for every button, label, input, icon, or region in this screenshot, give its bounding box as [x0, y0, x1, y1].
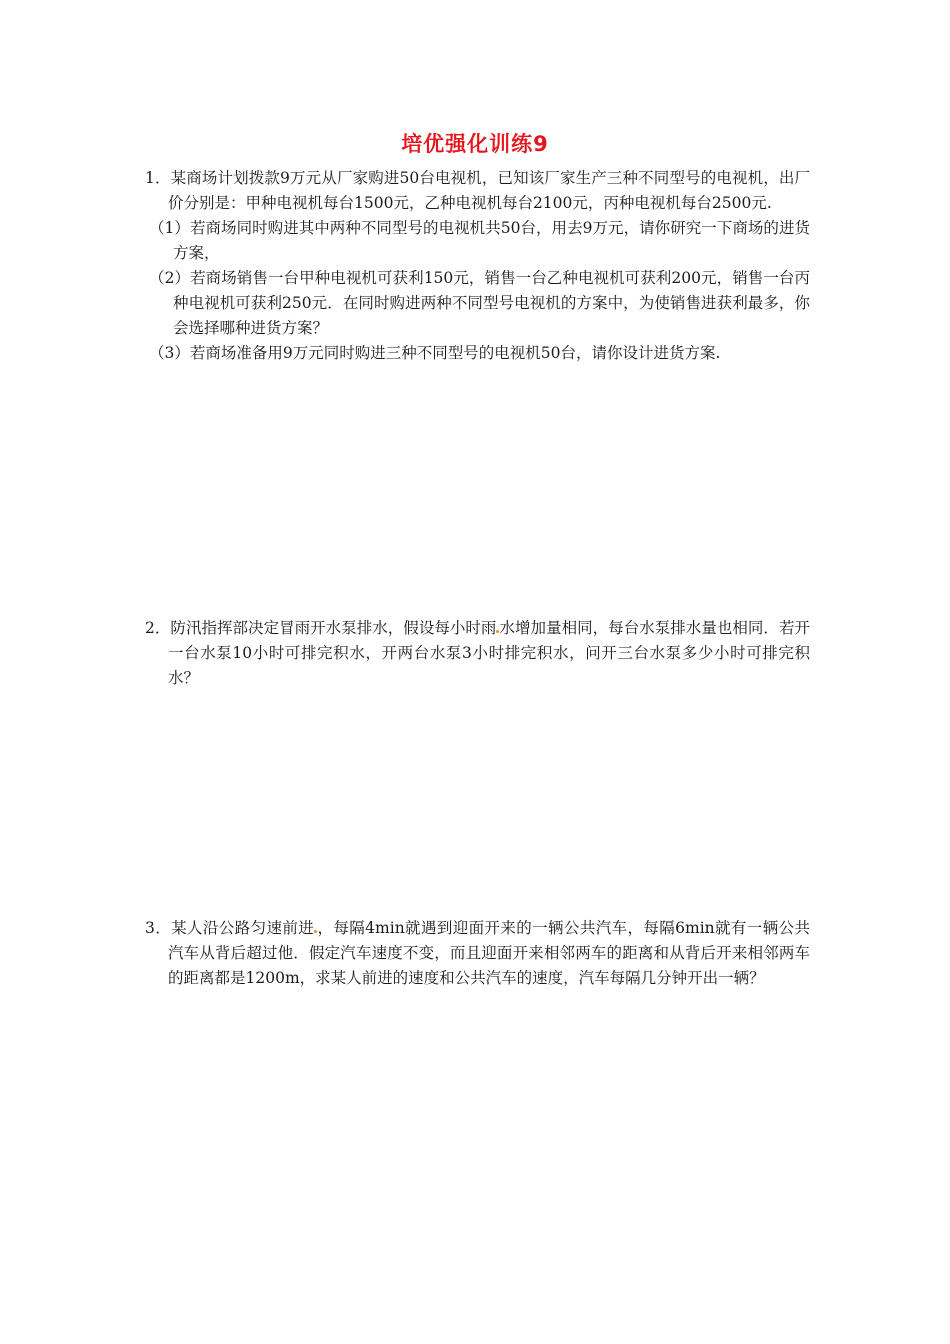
problem-1-stem: 1．某商场计划拨款9万元从厂家购进50台电视机，已知该厂家生产三种不同型号的电视机，出厂价分别是：甲种电视机每台1500元，乙种电视机每台2100元，丙种电视机每台2500元. [145, 169, 810, 212]
problem-3 [145, 916, 810, 991]
problem-1 [145, 166, 810, 366]
problem-1-sub-1: （1）若商场同时购进其中两种不同型号的电视机共50台，用去9万元，请你研究一下商场的进货方案， [149, 219, 810, 262]
problem-2-stem-part-a: 2．防汛指挥部决定冒雨开水泵排水，假设每小时雨 [145, 619, 497, 637]
problem-2 [145, 616, 810, 691]
problem-3-stem-part-b: ，每隔4min就遇到迎面开来的一辆公共汽车，每隔6min就有一辆公共汽车从背后超过他．假定汽车速度不变，而且迎面开来相邻两车的距离和从背后开来相邻两车的距离都是1200m，求某人前进的速度和公共汽车的速度，汽车每隔几分钟开出一辆？ [168, 919, 810, 987]
page-title: 培优强化训练9 [401, 132, 549, 156]
problem-2-stem [145, 616, 810, 691]
problem-1-sub-3: （3）若商场准备用9万元同时购进三种不同型号的电视机50台，请你设计进货方案. [149, 344, 721, 362]
problem-2-stem-part-b: 水增加量相同，每台水泵排水量也相同．若开一台水泵10小时可排完积水，开两台水泵3小时排完积水，问开三台水泵多少小时可排完积水？ [168, 619, 810, 687]
problem-3-stem-part-a: 3．某人沿公路匀速前进 [145, 919, 315, 937]
problem-3-stem [145, 916, 810, 991]
problem-1-sub-2: （2）若商场销售一台甲种电视机可获利150元，销售一台乙种电视机可获利200元，销售一台丙种电视机可获利250元．在同时购进两种不同型号电视机的方案中，为使销售进获利最多，你会选择哪种进货方案？ [149, 269, 810, 337]
